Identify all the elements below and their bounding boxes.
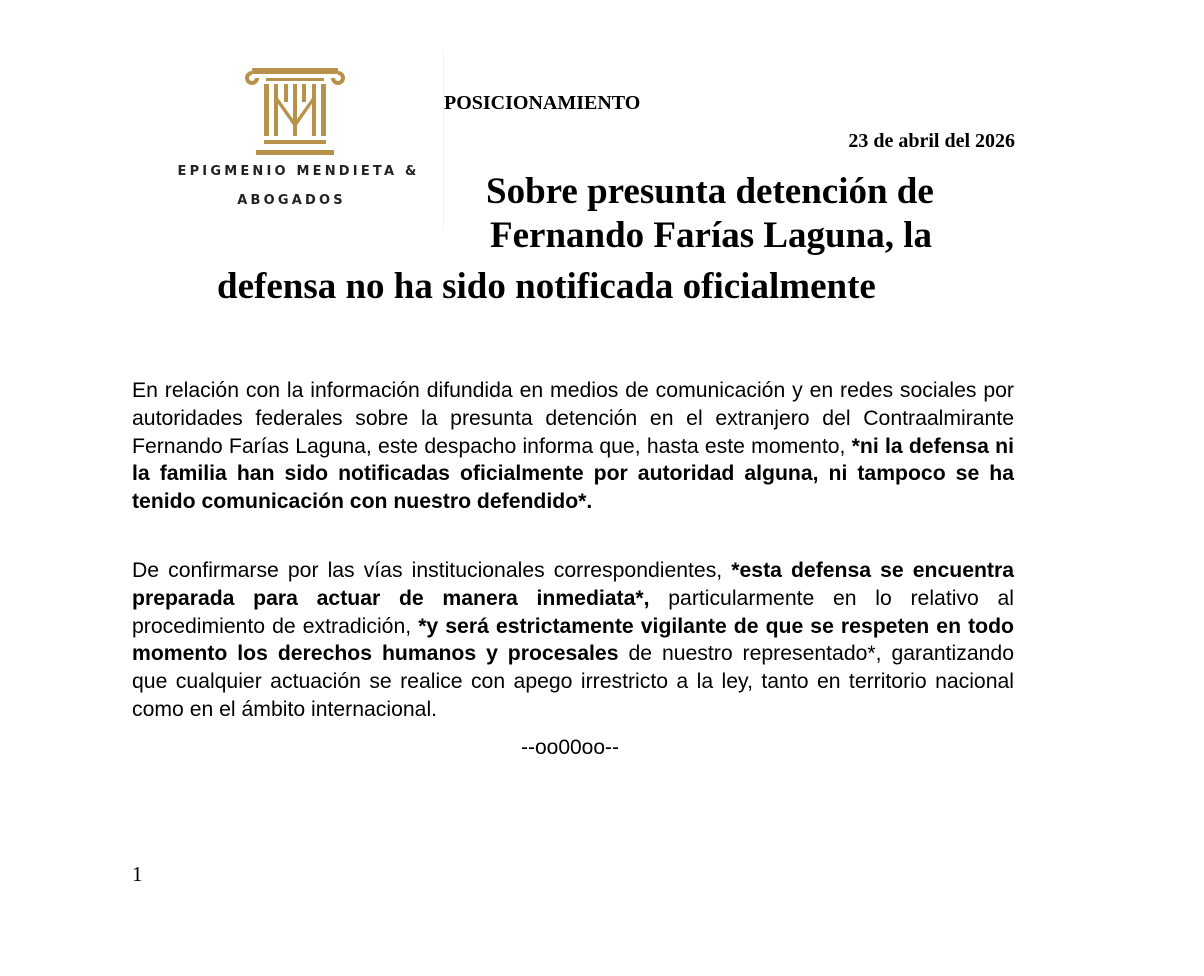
paragraph-2-text-2: particularmente en lo relativo al procedimiento de extradición, bbox=[132, 586, 1014, 638]
paragraph-2-text-1: De confirmarse por las vías institucionales correspondientes, bbox=[132, 559, 732, 582]
paragraph-1 bbox=[132, 377, 1014, 516]
column-monogram-icon bbox=[240, 64, 350, 164]
paragraph-1-text: En relación con la información difundida en medios de comunicación y en redes sociales por autoridades federales sobre la presunta detención en el extranjero del Contraalmirante Fernando Farías Laguna, este despacho informa que, hasta este momento, bbox=[132, 379, 1014, 458]
paragraph-2-emphasis-1: *esta defensa se encuentra preparada para actuar de manera inmediata*, bbox=[132, 559, 1014, 610]
paragraph-2-text-3: de nuestro representado*, garantizando que cualquier actuación se realice con apego irrestricto a la ley, tanto en territorio nacional como en el ámbito internacional. bbox=[132, 642, 1014, 721]
headline-line3: defensa no ha sido notificada oficialmente bbox=[217, 266, 876, 307]
document-date: 23 de abril del 2026 bbox=[848, 130, 1015, 152]
headline-line1: Sobre presunta detención de bbox=[486, 171, 934, 212]
end-separator: --oo00oo-- bbox=[520, 736, 620, 759]
firm-logo bbox=[150, 50, 444, 230]
document-type: POSICIONAMIENTO bbox=[444, 92, 641, 114]
paragraph-2-emphasis-2: *y será estrictamente vigilante de que se respeten en todo momento los derechos humanos y procesales bbox=[132, 614, 1014, 666]
paragraph-2 bbox=[132, 557, 1014, 724]
firm-name-line2: ABOGADOS bbox=[237, 193, 346, 208]
firm-name-line1: EPIGMENIO MENDIETA & bbox=[177, 164, 420, 179]
paragraph-1-emphasis: *ni la defensa ni la familia han sido notificadas oficialmente por autoridad alguna, ni tampoco se ha tenido comunicación con nuestro defendido*. bbox=[132, 434, 1014, 514]
page-number: 1 bbox=[132, 862, 143, 886]
headline-line2: Fernando Farías Laguna, la bbox=[490, 215, 932, 256]
